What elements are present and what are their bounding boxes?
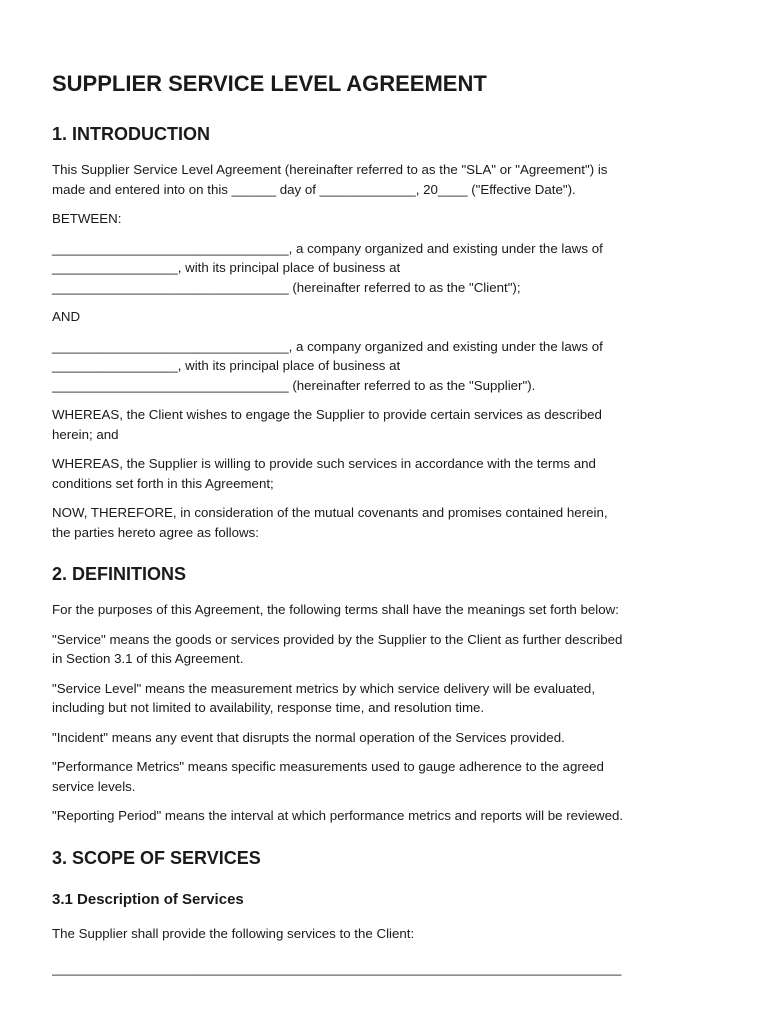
intro-line: This Supplier Service Level Agreement (hereinafter referred to as the "SLA" or "Agreement") is <box>52 162 608 177</box>
section-definitions <box>52 562 730 826</box>
scope-lead: The Supplier shall provide the following services to the Client: <box>52 925 415 941</box>
and-label: AND <box>52 309 81 324</box>
subsection-heading-description: 3.1 Description of Services <box>52 890 244 908</box>
now-line: NOW, THEREFORE, in consideration of the mutual covenants and promises contained herein, <box>52 505 608 520</box>
document-title: SUPPLIER SERVICE LEVEL AGREEMENT <box>52 71 487 96</box>
section-heading-definitions: 2. DEFINITIONS <box>52 564 187 584</box>
whereas-line: herein; and <box>52 426 119 442</box>
section-scope <box>52 846 730 979</box>
definition-service <box>52 630 730 669</box>
definition-line: service levels. <box>52 778 136 794</box>
whereas-line: conditions set forth in this Agreement; <box>52 475 274 491</box>
section-heading-introduction: 1. INTRODUCTION <box>52 124 211 144</box>
definition-line: "Performance Metrics" means specific measurements used to gauge adherence to the agreed <box>52 759 604 774</box>
supplier-line: ________________________________, a company organized and existing under the laws of <box>52 338 603 354</box>
services-blank-line: _____________________________________________________________________________ <box>52 961 622 976</box>
definition-line: including but not limited to availability, response time, and resolution time. <box>52 700 485 715</box>
now-therefore-paragraph <box>52 503 730 542</box>
supplier-line: _________________, with its principal place of business at <box>52 358 401 373</box>
definition-line: in Section 3.1 of this Agreement. <box>52 651 244 666</box>
definition-line: "Service Level" means the measurement metrics by which service delivery will be evaluated, <box>52 680 596 696</box>
definition-service-level <box>52 679 730 718</box>
supplier-line: ________________________________ (hereinafter referred to as the "Supplier"). <box>52 377 536 393</box>
intro-paragraph <box>52 160 730 199</box>
client-line: ________________________________, a company organized and existing under the laws of <box>52 240 603 256</box>
definition-performance-metrics <box>52 757 730 796</box>
intro-line: made and entered into on this ______ day of _____________, 20____ ("Effective Date"). <box>52 181 576 197</box>
section-heading-scope: 3. SCOPE OF SERVICES <box>52 847 261 868</box>
definitions-lead: For the purposes of this Agreement, the following terms shall have the meanings set forth below: <box>52 602 619 617</box>
between-label: BETWEEN: <box>52 211 122 226</box>
section-introduction <box>52 122 730 542</box>
client-line: _________________, with its principal place of business at <box>52 260 401 275</box>
definition-reporting-period: "Reporting Period" means the interval at which performance metrics and reports will be reviewed. <box>52 808 624 823</box>
definition-line: "Service" means the goods or services provided by the Supplier to the Client as further described <box>52 631 623 647</box>
whereas-supplier-paragraph <box>52 454 730 493</box>
whereas-line: WHEREAS, the Supplier is willing to provide such services in accordance with the terms and <box>52 456 596 471</box>
now-line: the parties hereto agree as follows: <box>52 524 259 540</box>
client-party-block <box>52 239 730 298</box>
supplier-party-block <box>52 337 730 396</box>
whereas-line: WHEREAS, the Client wishes to engage the Supplier to provide certain services as described <box>52 407 602 422</box>
whereas-client-paragraph <box>52 405 730 444</box>
definition-incident: "Incident" means any event that disrupts the normal operation of the Services provided. <box>52 729 565 745</box>
client-line: ________________________________ (hereinafter referred to as the "Client"); <box>52 279 521 295</box>
